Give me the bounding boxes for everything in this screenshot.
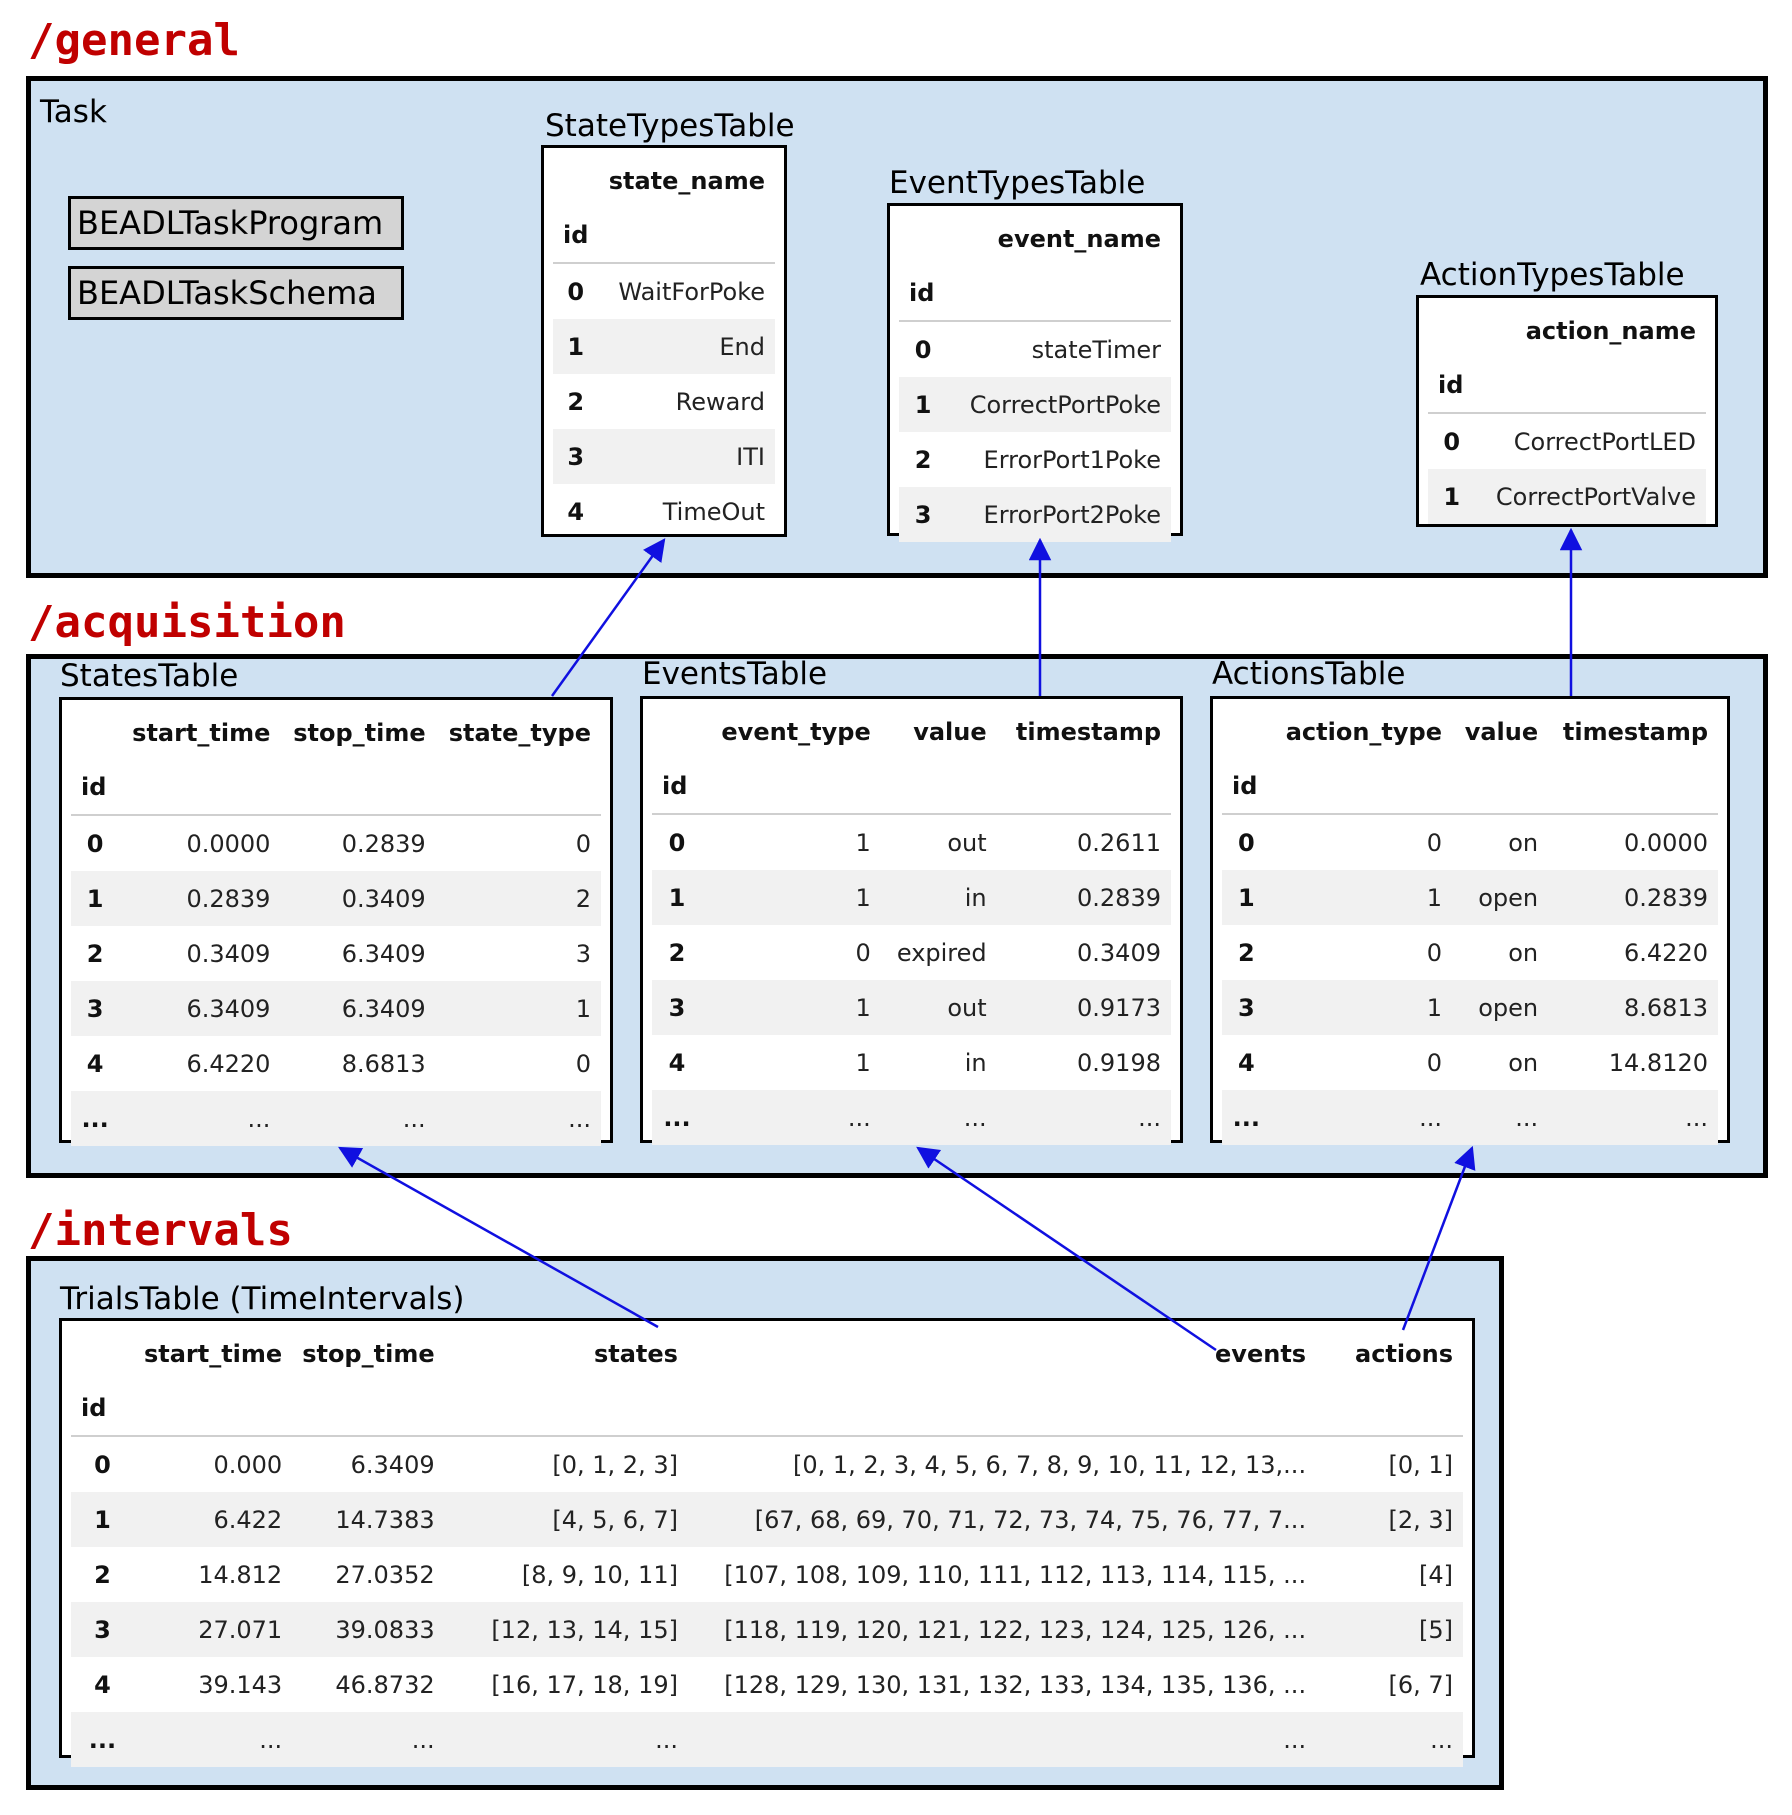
table-cell: 6.3409	[350, 1450, 435, 1479]
table-cell: stateTimer	[1031, 335, 1161, 364]
table-cell: 0	[1426, 938, 1443, 967]
table-cell: ...	[247, 1104, 271, 1133]
table-cell: 14.812	[198, 1560, 283, 1589]
arrow-trials-actions-to-actions-table	[1403, 1148, 1472, 1330]
table-cell: [4, 5, 6, 7]	[552, 1505, 678, 1534]
table-cell: on	[1508, 828, 1539, 857]
row-index: 4	[567, 497, 585, 526]
row-index: ...	[88, 1725, 117, 1754]
table-cell: 1	[855, 1048, 871, 1077]
table-cell: expired	[896, 938, 987, 967]
table-cell: 6.4220	[186, 1049, 271, 1078]
section-label-intervals: /intervals	[28, 1205, 293, 1256]
row-index: 0	[1238, 828, 1255, 857]
table-cell: [128, 129, 130, 131, 132, 133, 134, 135, 136, ...	[724, 1670, 1307, 1699]
table-cell: ...	[847, 1103, 871, 1132]
table-cell: 6.3409	[341, 994, 426, 1023]
table-cell: [16, 17, 18, 19]	[491, 1670, 678, 1699]
row-index: 1	[668, 883, 686, 912]
table-cell: on	[1508, 938, 1539, 967]
section-label-general: /general	[28, 15, 240, 66]
trials-table-title: TrialsTable (TimeIntervals)	[60, 1281, 465, 1317]
column-header-states: states	[593, 1340, 678, 1368]
section-label-acquisition: /acquisition	[28, 597, 346, 648]
table-cell: 39.0833	[335, 1615, 435, 1644]
table-cell: 0.2839	[1624, 883, 1708, 912]
states-table-title: StatesTable	[60, 658, 239, 694]
arrow-trials-states-to-states-table	[340, 1148, 658, 1327]
table-cell: ...	[1138, 1103, 1161, 1132]
table-cell: open	[1478, 883, 1539, 912]
table-cell: [118, 119, 120, 121, 122, 123, 124, 125, 126, ...	[724, 1615, 1307, 1644]
column-header-stop-time: stop_time	[293, 719, 426, 747]
table-cell: 1	[575, 994, 591, 1023]
row-index: 0	[668, 828, 686, 857]
table-cell: [12, 13, 14, 15]	[491, 1615, 678, 1644]
beadl-task-program-button[interactable]: BEADLTaskProgram	[68, 196, 404, 250]
table-cell: 0.9198	[1077, 1048, 1161, 1077]
arrow-trials-events-to-events-table	[918, 1148, 1216, 1350]
column-header-event-name: event_name	[997, 225, 1161, 253]
row-index: 4	[86, 1049, 104, 1078]
table-cell: 46.8732	[335, 1670, 435, 1699]
table-cell: [107, 108, 109, 110, 111, 112, 113, 114, 115, ...	[724, 1560, 1307, 1589]
table-cell: out	[947, 828, 987, 857]
table-cell: 0	[575, 1049, 591, 1078]
table-cell: [8, 9, 10, 11]	[521, 1560, 678, 1589]
row-index: 2	[668, 938, 686, 967]
row-index: 1	[914, 390, 932, 419]
index-name: id	[1232, 772, 1258, 800]
action-types-title: ActionTypesTable	[1420, 257, 1685, 293]
table-cell: 6.422	[213, 1505, 283, 1534]
row-index: 4	[94, 1670, 111, 1699]
table-cell: [6, 7]	[1388, 1670, 1453, 1699]
column-header-timestamp: timestamp	[1015, 718, 1161, 746]
table-cell: 0.3409	[186, 939, 271, 968]
table-cell: [67, 68, 69, 70, 71, 72, 73, 74, 75, 76, 77, 7...	[754, 1505, 1307, 1534]
table-cell: ...	[1283, 1725, 1307, 1754]
table-cell: 1	[1426, 883, 1443, 912]
actions-table-title: ActionsTable	[1212, 656, 1406, 692]
table-cell: CorrectPortLED	[1513, 427, 1696, 456]
table-cell: 3	[575, 939, 591, 968]
table-cell: 0.9173	[1077, 993, 1161, 1022]
row-index: 3	[94, 1615, 111, 1644]
index-name: id	[81, 1394, 107, 1422]
row-index: 0	[567, 277, 585, 306]
table-cell: 8.6813	[1624, 993, 1708, 1022]
event-types-title: EventTypesTable	[889, 165, 1146, 201]
table-cell: 6.3409	[186, 994, 271, 1023]
table-cell: Reward	[675, 387, 765, 416]
table-cell: ...	[411, 1725, 435, 1754]
row-index: ...	[663, 1103, 691, 1132]
table-cell: 2	[575, 884, 591, 913]
table-cell: End	[719, 332, 765, 361]
events-table-title: EventsTable	[642, 656, 828, 692]
index-name: id	[81, 773, 107, 801]
table-cell: 0	[855, 938, 871, 967]
table-cell: 14.8120	[1608, 1048, 1708, 1077]
table-cell: CorrectPortValve	[1495, 482, 1696, 511]
column-header-event-type: event_type	[721, 718, 871, 746]
table-cell: 6.4220	[1624, 938, 1708, 967]
row-index: 2	[567, 387, 585, 416]
column-header-start-time: start_time	[132, 719, 271, 747]
table-cell: [4]	[1419, 1560, 1453, 1589]
table-cell: ITI	[736, 442, 765, 471]
table-cell: 1	[855, 883, 871, 912]
row-index: 3	[668, 993, 686, 1022]
row-index: 1	[94, 1505, 111, 1534]
column-header-state-type: state_type	[448, 719, 591, 747]
table-cell: ...	[1430, 1725, 1453, 1754]
table-cell: ErrorPort1Poke	[983, 445, 1161, 474]
row-index: 2	[1238, 938, 1255, 967]
index-name: id	[909, 279, 935, 307]
table-cell: [0, 1, 2, 3]	[552, 1450, 678, 1479]
row-index: 2	[914, 445, 932, 474]
row-index: 1	[567, 332, 585, 361]
row-index: 1	[1443, 482, 1461, 511]
task-label: Task	[40, 94, 107, 130]
table-cell: ...	[568, 1104, 591, 1133]
table-cell: out	[947, 993, 987, 1022]
state-types-title: StateTypesTable	[545, 108, 795, 144]
table-cell: 0.3409	[1077, 938, 1161, 967]
row-index: 2	[94, 1560, 111, 1589]
row-index: 3	[1238, 993, 1255, 1022]
column-header-timestamp: timestamp	[1562, 718, 1708, 746]
table-cell: 39.143	[198, 1670, 283, 1699]
table-cell: in	[964, 883, 987, 912]
row-index: 3	[567, 442, 585, 471]
column-header-action-name: action_name	[1525, 317, 1696, 345]
table-cell: ...	[1515, 1103, 1539, 1132]
table-cell: 0.0000	[1624, 828, 1708, 857]
table-cell: ...	[655, 1725, 678, 1754]
table-cell: 0	[1426, 1048, 1443, 1077]
row-index: 0	[1443, 427, 1461, 456]
table-cell: ...	[1685, 1103, 1708, 1132]
table-cell: 6.3409	[341, 939, 426, 968]
row-index: 3	[914, 500, 932, 529]
table-cell: 0	[575, 829, 591, 858]
index-name: id	[563, 221, 589, 249]
table-cell: 0.2839	[341, 829, 426, 858]
table-cell: 0	[1426, 828, 1443, 857]
table-cell: 14.7383	[335, 1505, 435, 1534]
table-cell: in	[964, 1048, 987, 1077]
row-index: ...	[1232, 1103, 1261, 1132]
column-header-value: value	[913, 718, 987, 746]
table-cell: ...	[402, 1104, 426, 1133]
row-index: 2	[86, 939, 104, 968]
table-cell: [0, 1]	[1388, 1450, 1453, 1479]
beadl-task-schema-button[interactable]: BEADLTaskSchema	[68, 266, 404, 320]
table-cell: WaitForPoke	[618, 277, 765, 306]
row-index: 4	[1238, 1048, 1255, 1077]
table-cell: 1	[855, 993, 871, 1022]
column-header-value: value	[1464, 718, 1539, 746]
index-name: id	[1438, 371, 1464, 399]
table-cell: ErrorPort2Poke	[983, 500, 1161, 529]
column-header-state-name: state_name	[608, 167, 765, 195]
table-cell: 1	[855, 828, 871, 857]
table-cell: 0.2839	[1077, 883, 1161, 912]
table-cell: 27.071	[198, 1615, 283, 1644]
row-index: 1	[1238, 883, 1255, 912]
table-cell: 0.0000	[186, 829, 271, 858]
table-cell: CorrectPortPoke	[969, 390, 1161, 419]
column-header-action-type: action_type	[1285, 718, 1443, 746]
row-index: 3	[86, 994, 104, 1023]
row-index: 0	[914, 335, 932, 364]
table-cell: 0.3409	[341, 884, 426, 913]
table-cell: 8.6813	[341, 1049, 426, 1078]
arrow-state-type-to-state-types	[552, 540, 664, 696]
table-cell: TimeOut	[662, 497, 765, 526]
row-index: 0	[86, 829, 104, 858]
column-header-stop-time: stop_time	[302, 1340, 435, 1368]
column-header-start-time: start_time	[143, 1340, 283, 1368]
table-cell: [5]	[1419, 1615, 1453, 1644]
row-index: ...	[81, 1104, 109, 1133]
table-cell: [2, 3]	[1388, 1505, 1453, 1534]
table-cell: ...	[963, 1103, 987, 1132]
column-header-events: events	[1215, 1340, 1307, 1368]
table-cell: open	[1478, 993, 1539, 1022]
table-cell: on	[1508, 1048, 1539, 1077]
table-cell: [0, 1, 2, 3, 4, 5, 6, 7, 8, 9, 10, 11, 12, 13,...	[792, 1450, 1307, 1479]
table-cell: 0.000	[213, 1450, 283, 1479]
table-cell: 0.2611	[1077, 828, 1161, 857]
table-cell: 0.2839	[186, 884, 271, 913]
table-cell: 1	[1426, 993, 1443, 1022]
column-header-actions: actions	[1355, 1340, 1453, 1368]
table-cell: ...	[259, 1725, 283, 1754]
index-name: id	[662, 772, 688, 800]
table-cell: ...	[1419, 1103, 1443, 1132]
row-index: 0	[94, 1450, 111, 1479]
row-index: 4	[668, 1048, 686, 1077]
table-cell: 27.0352	[335, 1560, 435, 1589]
row-index: 1	[86, 884, 104, 913]
